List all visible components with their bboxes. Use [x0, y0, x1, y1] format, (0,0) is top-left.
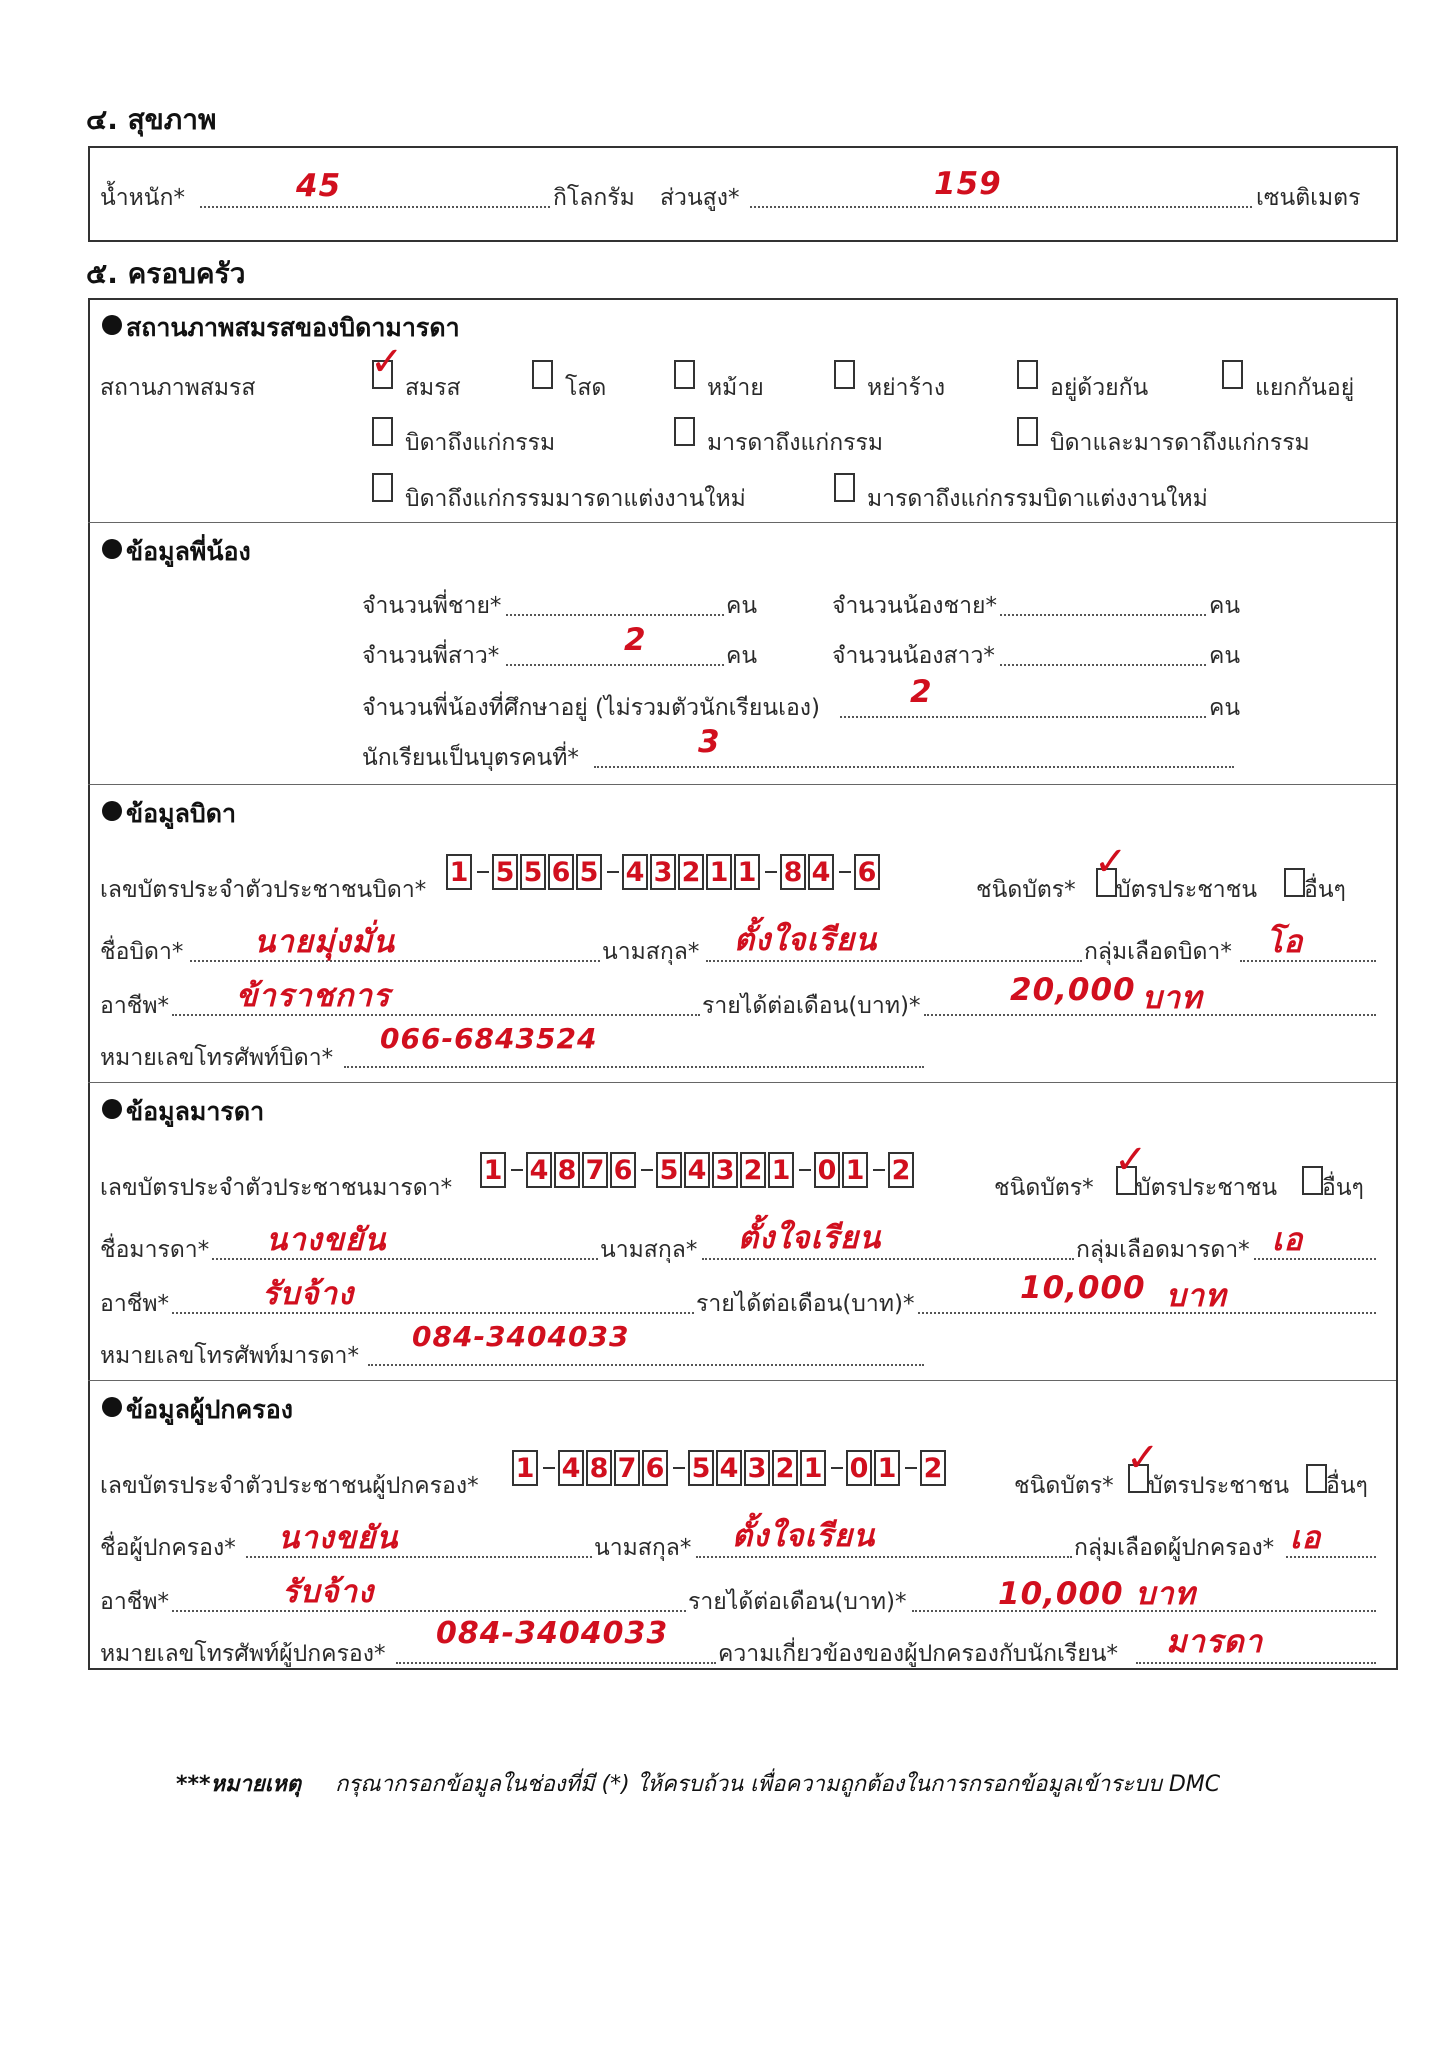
guardian-id-label: เลขบัตรประจำตัวประชาชนผู้ปกครอง* [100, 1473, 479, 1499]
id-digit-box[interactable]: 4 [622, 854, 648, 890]
id-digit-box[interactable]: 1 [480, 1152, 506, 1188]
guardian-income-label: รายได้ต่อเดือน(บาท)* [688, 1589, 907, 1615]
unit-label: คน [1209, 643, 1241, 669]
father-surname-value[interactable]: ตั้งใจเรียน [734, 922, 878, 958]
card-other-label: อื่นๆ [1304, 877, 1346, 903]
divider [88, 1380, 1396, 1381]
siblings-title-text: ข้อมูลพี่น้อง [126, 537, 251, 566]
height-value[interactable]: 159 [934, 166, 1002, 202]
guardian-title [102, 1390, 293, 1430]
id-digit-box[interactable]: 3 [650, 854, 676, 890]
id-digit-box[interactable]: 5 [492, 854, 518, 890]
father-income-unit[interactable]: บาท [1142, 980, 1203, 1016]
studying-siblings-label: จำนวนพี่น้องที่ศึกษาอยู่ (ไม่รวมตัวนักเรียนเอง) [362, 695, 820, 721]
weight-value[interactable]: 45 [296, 168, 342, 204]
checkbox-widowed[interactable] [674, 360, 695, 389]
father-blood-value[interactable]: โอ [1266, 924, 1304, 960]
guardian-phone-value[interactable]: 084-3404033 [436, 1616, 669, 1651]
checkmark-icon: ✓ [1114, 1137, 1148, 1183]
checkbox-both-deceased[interactable] [1017, 417, 1038, 446]
id-separator [511, 1169, 523, 1171]
id-separator [905, 1467, 917, 1469]
id-separator [831, 1467, 843, 1469]
child-order-line[interactable] [594, 766, 1234, 768]
checkbox-card-other[interactable] [1284, 868, 1305, 897]
mother-blood-label: กลุ่มเลือดมารดา* [1076, 1237, 1250, 1263]
card-other-label: อื่นๆ [1326, 1473, 1368, 1499]
footer-note [176, 1766, 1220, 1801]
mother-phone-label: หมายเลขโทรศัพท์มารดา* [100, 1343, 359, 1369]
mother-id-label: เลขบัตรประจำตัวประชาชนมารดา* [100, 1175, 453, 1201]
younger-brothers-label: จำนวนน้องชาย* [832, 593, 998, 619]
id-digit-box[interactable]: 1 [706, 854, 732, 890]
checkbox-living-together[interactable] [1017, 360, 1038, 389]
older-sisters-line[interactable] [506, 664, 724, 666]
option-divorced: หย่าร้าง [867, 375, 946, 401]
mother-occupation-value[interactable]: รับจ้าง [262, 1276, 355, 1312]
father-id-input[interactable] [446, 854, 882, 890]
weight-line[interactable] [200, 206, 550, 208]
guardian-surname-value[interactable]: ตั้งใจเรียน [732, 1518, 876, 1554]
id-separator [839, 871, 851, 873]
father-occupation-value[interactable]: ข้าราชการ [236, 978, 391, 1014]
father-blood-label: กลุ่มเลือดบิดา* [1084, 939, 1232, 965]
card-type-label: ชนิดบัตร* [1014, 1473, 1114, 1499]
unit-label: คน [1209, 695, 1241, 721]
footer-note-label: ***หมายเหตุ [176, 1772, 302, 1797]
id-digit-box[interactable]: 4 [526, 1152, 552, 1188]
father-surname-label: นามสกุล* [602, 939, 700, 965]
guardian-blood-label: กลุ่มเลือดผู้ปกครอง* [1074, 1535, 1275, 1561]
studying-siblings-line[interactable] [840, 716, 1206, 718]
mother-income-value[interactable]: 10,000 [1020, 1270, 1146, 1306]
option-single: โสด [565, 375, 607, 401]
father-title-text: ข้อมูลบิดา [126, 799, 237, 828]
mother-surname-value[interactable]: ตั้งใจเรียน [738, 1220, 882, 1256]
id-digit-box[interactable]: 6 [642, 1450, 668, 1486]
mother-surname-label: นามสกุล* [600, 1237, 698, 1263]
checkmark-icon: ✓ [1094, 839, 1128, 885]
younger-sisters-line[interactable] [1000, 664, 1206, 666]
older-sisters-value[interactable]: 2 [624, 622, 647, 658]
mother-id-input[interactable] [480, 1152, 916, 1188]
mother-name-value[interactable]: นางขยัน [266, 1222, 387, 1258]
id-digit-box[interactable]: 4 [716, 1450, 742, 1486]
father-income-value[interactable]: 20,000 [1010, 972, 1136, 1008]
guardian-blood-value[interactable]: เอ [1290, 1520, 1322, 1556]
option-father-deceased-mother-remarried: บิดาถึงแก่กรรมมารดาแต่งงานใหม่ [405, 486, 746, 512]
younger-brothers-line[interactable] [1000, 614, 1206, 616]
height-unit: เซนติเมตร [1256, 185, 1361, 211]
option-widowed: หม้าย [707, 375, 764, 401]
id-digit-box[interactable]: 6 [610, 1152, 636, 1188]
child-order-value[interactable]: 3 [698, 724, 721, 760]
card-type-label: ชนิดบัตร* [976, 877, 1076, 903]
checkbox-separated[interactable] [1222, 360, 1243, 389]
id-digit-box[interactable]: 6 [548, 854, 574, 890]
marital-title-text: สถานภาพสมรสของบิดามารดา [126, 313, 460, 342]
guardian-phone-label: หมายเลขโทรศัพท์ผู้ปกครอง* [100, 1641, 386, 1667]
id-digit-box[interactable]: 8 [586, 1450, 612, 1486]
marital-label: สถานภาพสมรส [100, 375, 256, 401]
id-digit-box[interactable]: 2 [920, 1450, 946, 1486]
option-father-deceased: บิดาถึงแก่กรรม [405, 430, 556, 456]
bullet-icon [102, 315, 122, 335]
id-separator [799, 1169, 811, 1171]
child-order-label: นักเรียนเป็นบุตรคนที่* [362, 745, 579, 771]
card-citizen-label: บัตรประชาชน [1148, 1473, 1290, 1499]
unit-label: คน [726, 593, 758, 619]
id-separator [673, 1467, 685, 1469]
siblings-title [102, 532, 251, 572]
guardian-relation-value[interactable]: มารดา [1166, 1624, 1264, 1660]
younger-sisters-label: จำนวนน้องสาว* [832, 643, 995, 669]
father-name-line[interactable] [190, 960, 600, 962]
bullet-icon [102, 1397, 122, 1417]
checkbox-mother-deceased[interactable] [674, 417, 695, 446]
id-digit-box[interactable]: 2 [888, 1152, 914, 1188]
mother-occupation-line[interactable] [172, 1312, 694, 1314]
bullet-icon [102, 1099, 122, 1119]
card-citizen-label: บัตรประชาชน [1116, 877, 1258, 903]
father-name-value[interactable]: นายมุ่งมั่น [254, 924, 395, 960]
id-digit-box[interactable]: 1 [446, 854, 472, 890]
id-digit-box[interactable]: 3 [744, 1450, 770, 1486]
option-living-together: อยู่ด้วยกัน [1050, 375, 1149, 401]
id-digit-box[interactable]: 1 [842, 1152, 868, 1188]
guardian-surname-label: นามสกุล* [594, 1535, 692, 1561]
id-digit-box[interactable]: 8 [780, 854, 806, 890]
id-digit-box[interactable]: 0 [846, 1450, 872, 1486]
id-digit-box[interactable]: 1 [734, 854, 760, 890]
id-digit-box[interactable]: 2 [678, 854, 704, 890]
older-sisters-label: จำนวนพี่สาว* [362, 643, 500, 669]
father-phone-label: หมายเลขโทรศัพท์บิดา* [100, 1045, 334, 1071]
mother-blood-value[interactable]: เอ [1272, 1222, 1304, 1258]
marital-title [102, 308, 460, 348]
guardian-phone-line[interactable] [396, 1662, 716, 1664]
id-digit-box[interactable]: 2 [740, 1152, 766, 1188]
id-digit-box[interactable]: 4 [808, 854, 834, 890]
divider [88, 784, 1396, 785]
id-digit-box[interactable]: 4 [558, 1450, 584, 1486]
id-digit-box[interactable]: 1 [768, 1152, 794, 1188]
checkmark-icon: ✓ [370, 339, 404, 385]
unit-label: คน [1209, 593, 1241, 619]
option-married: สมรส [405, 375, 461, 401]
id-digit-box[interactable]: 2 [772, 1450, 798, 1486]
card-citizen-label: บัตรประชาชน [1136, 1175, 1278, 1201]
id-digit-box[interactable]: 0 [814, 1152, 840, 1188]
father-phone-line[interactable] [344, 1066, 924, 1068]
id-separator [477, 871, 489, 873]
checkbox-divorced[interactable] [834, 360, 855, 389]
id-digit-box[interactable]: 6 [854, 854, 880, 890]
card-type-label: ชนิดบัตร* [994, 1175, 1094, 1201]
older-brothers-line[interactable] [506, 614, 724, 616]
option-separated: แยกกันอยู่ [1255, 375, 1355, 401]
mother-occupation-label: อาชีพ* [100, 1291, 169, 1317]
mother-income-line[interactable] [918, 1312, 1376, 1314]
mother-title [102, 1092, 264, 1132]
id-digit-box[interactable]: 5 [688, 1450, 714, 1486]
checkbox-father-deceased[interactable] [372, 417, 393, 446]
id-digit-box[interactable]: 5 [656, 1152, 682, 1188]
checkbox-single[interactable] [532, 360, 553, 389]
divider [88, 1082, 1396, 1083]
checkmark-icon: ✓ [1126, 1435, 1160, 1481]
checkbox-mother-deceased-father-remarried[interactable] [834, 473, 855, 502]
divider [88, 522, 1396, 523]
mother-phone-line[interactable] [368, 1364, 924, 1366]
guardian-name-value[interactable]: นางขยัน [278, 1520, 399, 1556]
option-mother-deceased-father-remarried: มารดาถึงแก่กรรมบิดาแต่งงานใหม่ [867, 486, 1208, 512]
health-section-title: ๔. สุขภาพ [86, 103, 217, 136]
option-both-deceased: บิดาและมารดาถึงแก่กรรม [1050, 430, 1310, 456]
father-name-label: ชื่อบิดา* [100, 939, 184, 965]
id-digit-box[interactable]: 7 [582, 1152, 608, 1188]
father-blood-line[interactable] [1240, 960, 1376, 962]
older-brothers-label: จำนวนพี่ชาย* [362, 593, 502, 619]
mother-title-text: ข้อมูลมารดา [126, 1097, 265, 1126]
guardian-id-input[interactable] [512, 1450, 948, 1486]
guardian-occupation-line[interactable] [172, 1610, 686, 1612]
weight-unit: กิโลกรัม [553, 185, 635, 211]
weight-label: น้ำหนัก* [100, 185, 185, 211]
id-digit-box[interactable]: 1 [800, 1450, 826, 1486]
mother-phone-value[interactable]: 084-3404033 [412, 1320, 630, 1353]
studying-siblings-value[interactable]: 2 [910, 674, 933, 710]
id-digit-box[interactable]: 5 [576, 854, 602, 890]
id-digit-box[interactable]: 7 [614, 1450, 640, 1486]
bullet-icon [102, 801, 122, 821]
family-section-title: ๕. ครอบครัว [86, 257, 246, 290]
unit-label: คน [726, 643, 758, 669]
height-line[interactable] [750, 206, 1252, 208]
checkbox-card-other[interactable] [1306, 1464, 1327, 1493]
id-separator [641, 1169, 653, 1171]
mother-income-unit[interactable]: บาท [1166, 1278, 1227, 1314]
card-other-label: อื่นๆ [1322, 1175, 1364, 1201]
father-phone-value[interactable]: 066-6843524 [380, 1022, 598, 1055]
guardian-title-text: ข้อมูลผู้ปกครอง [126, 1395, 293, 1424]
id-separator [765, 871, 777, 873]
height-label: ส่วนสูง* [660, 185, 740, 211]
checkbox-father-deceased-mother-remarried[interactable] [372, 473, 393, 502]
id-separator [873, 1169, 885, 1171]
mother-name-label: ชื่อมารดา* [100, 1237, 210, 1263]
footer-note-text: กรุณากรอกข้อมูลในช่องที่มี (*) ให้ครบถ้วน เพื่อความถูกต้องในการกรอกข้อมูลเข้าระบบ DMC [335, 1772, 1221, 1797]
guardian-occupation-label: อาชีพ* [100, 1589, 169, 1615]
father-title [102, 794, 236, 834]
father-income-label: รายได้ต่อเดือน(บาท)* [702, 993, 921, 1019]
guardian-occupation-value[interactable]: รับจ้าง [282, 1574, 375, 1610]
guardian-income-value[interactable]: 10,000 บาท [998, 1576, 1196, 1612]
id-separator [543, 1467, 555, 1469]
id-digit-box[interactable]: 1 [512, 1450, 538, 1486]
option-mother-deceased: มารดาถึงแก่กรรม [707, 430, 883, 456]
id-digit-box[interactable]: 8 [554, 1152, 580, 1188]
id-digit-box[interactable]: 1 [874, 1450, 900, 1486]
father-occupation-label: อาชีพ* [100, 993, 169, 1019]
guardian-relation-label: ความเกี่ยวข้องของผู้ปกครองกับนักเรียน* [718, 1641, 1118, 1667]
health-box [88, 146, 1398, 242]
checkbox-card-other[interactable] [1302, 1166, 1323, 1195]
id-separator [607, 871, 619, 873]
mother-income-label: รายได้ต่อเดือน(บาท)* [696, 1291, 915, 1317]
bullet-icon [102, 539, 122, 559]
id-digit-box[interactable]: 5 [520, 854, 546, 890]
id-digit-box[interactable]: 3 [712, 1152, 738, 1188]
father-id-label: เลขบัตรประจำตัวประชาชนบิดา* [100, 877, 427, 903]
guardian-name-label: ชื่อผู้ปกครอง* [100, 1535, 236, 1561]
id-digit-box[interactable]: 4 [684, 1152, 710, 1188]
